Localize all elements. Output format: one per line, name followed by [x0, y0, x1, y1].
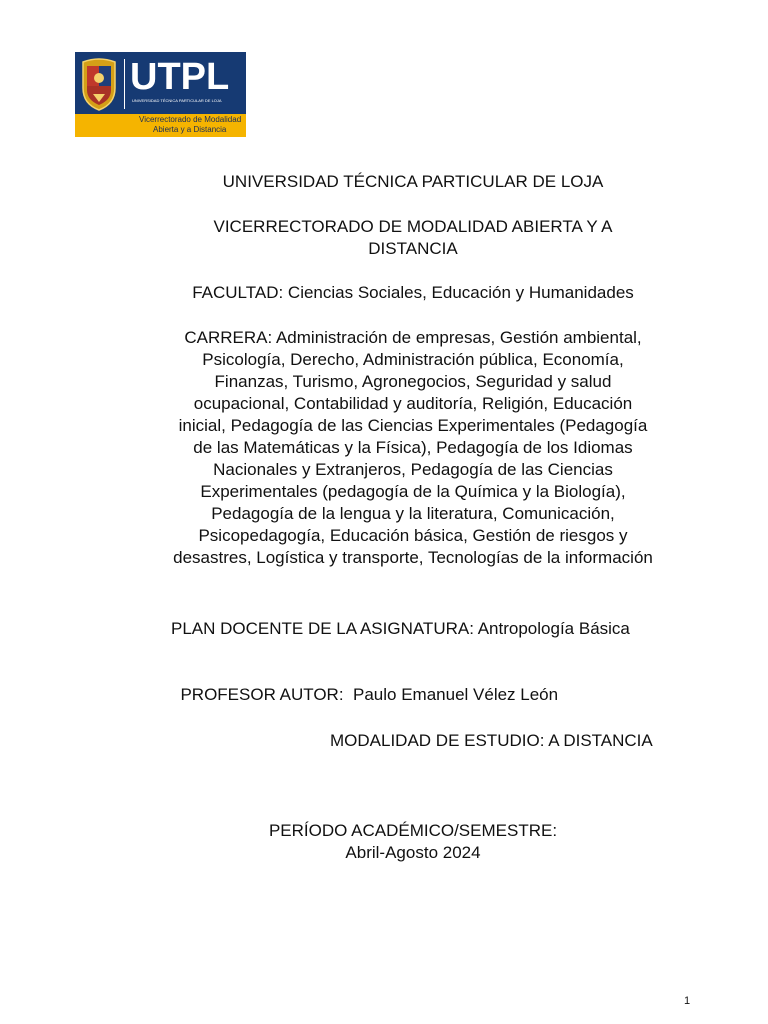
career-label: CARRERA:: [184, 328, 273, 347]
career-line-8: Pedagogía de la lengua y la literatura, Comunicación,: [211, 504, 615, 523]
plan-value: Antropología Básica: [473, 619, 630, 638]
career-text: Administración de empresas, Gestión ambiental,: [272, 328, 642, 347]
university-title: [160, 171, 666, 193]
university-name: UNIVERSIDAD TÉCNICA PARTICULAR DE LOJA: [222, 172, 604, 191]
period-label: PERÍODO ACADÉMICO/SEMESTRE:: [268, 821, 558, 840]
logo-tagline: [139, 115, 241, 135]
utpl-logo: [75, 52, 246, 137]
plan-label: PLAN DOCENTE DE LA ASIGNATURA:: [171, 619, 474, 638]
modality-text: MODALIDAD DE ESTUDIO: A DISTANCIA: [330, 731, 653, 750]
career-line-0: [150, 327, 676, 349]
vice-rectorate-line1: VICERRECTORADO DE MODALIDAD ABIERTA Y A: [213, 217, 613, 236]
period-block: [160, 820, 666, 864]
plan-line: [171, 618, 630, 640]
vice-rectorate-line2: DISTANCIA: [368, 239, 458, 258]
modality-line: [330, 730, 653, 752]
logo-divider: [124, 59, 125, 109]
career-line-6: Nacionales y Extranjeros, Pedagogía de las Ciencias: [213, 460, 613, 479]
career-block: [150, 327, 676, 569]
career-line-7: Experimentales (pedagogía de la Química y la Biología),: [200, 482, 626, 501]
vice-rectorate-title: [160, 216, 666, 260]
logo-university-name: UNIVERSIDAD TÉCNICA PARTICULAR DE LOJA: [132, 98, 222, 103]
career-line-1: Psicología, Derecho, Administración pública, Economía,: [202, 350, 624, 369]
logo-tagline-line1: Vicerrectorado de Modalidad: [139, 115, 242, 124]
career-line-9: Psicopedagogía, Educación básica, Gestión de riesgos y: [198, 526, 628, 545]
page-number: 1: [684, 995, 691, 1007]
logo-top-band: [75, 52, 246, 114]
career-line-10: desastres, Logística y transporte, Tecnologías de la información: [173, 548, 653, 567]
career-line-5: de las Matemáticas y la Física), Pedagogía de los Idiomas: [193, 438, 633, 457]
career-line-2: Finanzas, Turismo, Agronegocios, Seguridad y salud: [214, 372, 612, 391]
author-label: PROFESOR AUTOR:: [180, 685, 344, 704]
career-line-3: ocupacional, Contabilidad y auditoría, Religión, Educación: [193, 394, 633, 413]
author-value: Paulo Emanuel Vélez León: [343, 685, 559, 704]
faculty-value: Ciencias Sociales, Educación y Humanidades: [283, 283, 634, 302]
faculty-line: [160, 282, 666, 304]
crest-icon: [80, 56, 118, 112]
author-line: [171, 662, 558, 706]
period-value: Abril-Agosto 2024: [345, 843, 481, 862]
logo-brand-text: UTPL: [130, 56, 230, 98]
logo-bottom-band: [75, 114, 246, 137]
career-line-4: inicial, Pedagogía de las Ciencias Experimentales (Pedagogía: [178, 416, 648, 435]
faculty-label: FACULTAD:: [192, 283, 284, 302]
logo-tagline-line2: Abierta y a Distancia: [153, 125, 227, 134]
